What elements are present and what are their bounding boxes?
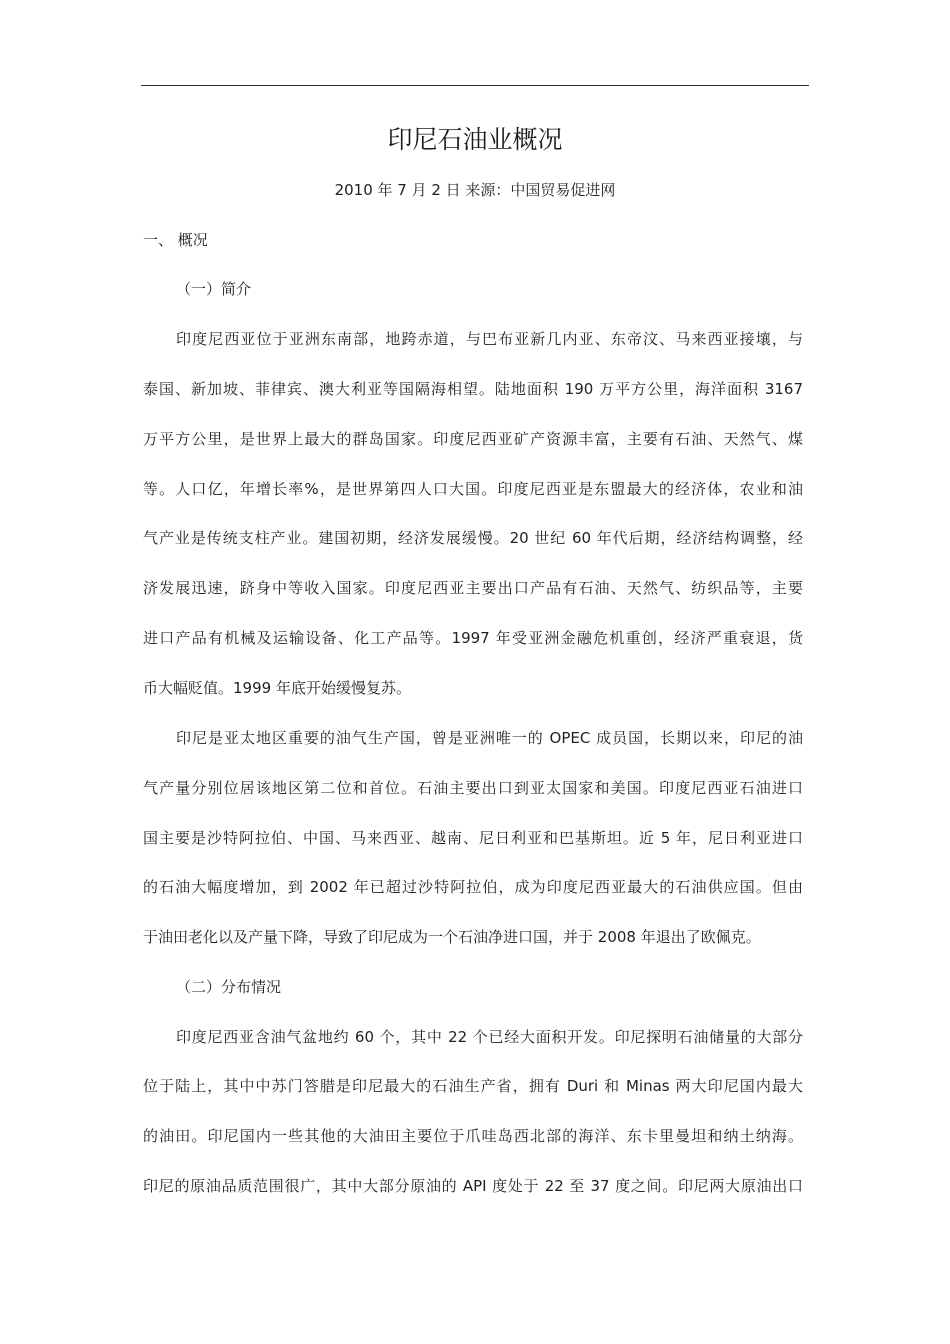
paragraph-line: 万平方公里，是世界上最大的群岛国家。印度尼西亚矿产资源丰富，主要有石油、天然气、煤 — [143, 430, 803, 448]
paragraph-line: 济发展迅速，跻身中等收入国家。印度尼西亚主要出口产品有石油、天然气、纺织品等，主要 — [143, 579, 803, 597]
document-meta: 2010 年 7 月 2 日 来源：中国贸易促进网 — [334, 181, 616, 199]
paragraph-line: 气产业是传统支柱产业。建国初期，经济发展缓慢。20 世纪 60 年代后期，经济结构调整，经 — [143, 529, 803, 547]
paragraph-line: 印尼是亚太地区重要的油气生产国，曾是亚洲唯一的 OPEC 成员国，长期以来，印尼的油 — [176, 729, 803, 747]
subsection-heading-intro: （一）简介 — [176, 280, 252, 298]
paragraph-line: 位于陆上，其中中苏门答腊是印尼最大的石油生产省，拥有 Duri 和 Minas 两大印尼国内最大 — [143, 1077, 803, 1095]
paragraph-line: 币大幅贬值。1999 年底开始缓慢复苏。 — [143, 679, 411, 697]
paragraph-line: 于油田老化以及产量下降，导致了印尼成为一个石油净进口国，并于 2008 年退出了欧佩克。 — [143, 928, 761, 946]
header-rule — [141, 85, 809, 86]
paragraph-line: 印度尼西亚位于亚洲东南部，地跨赤道，与巴布亚新几内亚、东帝汶、马来西亚接壤，与 — [176, 330, 803, 348]
paragraph-line: 气产量分别位居该地区第二位和首位。石油主要出口到亚太国家和美国。印度尼西亚石油进口 — [143, 779, 803, 797]
paragraph-line: 等。人口亿，年增长率%，是世界第四人口大国。印度尼西亚是东盟最大的经济体，农业和油 — [143, 480, 803, 498]
paragraph-line: 国主要是沙特阿拉伯、中国、马来西亚、越南、尼日利亚和巴基斯坦。近 5 年，尼日利亚进口 — [143, 829, 803, 847]
paragraph-line: 印尼的原油品质范围很广，其中大部分原油的 API 度处于 22 至 37 度之间。印尼两大原油出口 — [143, 1177, 803, 1195]
paragraph-line: 的油田。印尼国内一些其他的大油田主要位于爪哇岛西北部的海洋、东卡里曼坦和纳土纳海。 — [143, 1127, 803, 1145]
section-heading-overview: 一、 概况 — [143, 231, 208, 249]
paragraph-line: 的石油大幅度增加，到 2002 年已超过沙特阿拉伯，成为印度尼西亚最大的石油供应国。但由 — [143, 878, 803, 896]
paragraph-line: 进口产品有机械及运输设备、化工产品等。1997 年受亚洲金融危机重创，经济严重衰退，货 — [143, 629, 803, 647]
paragraph-line: 印度尼西亚含油气盆地约 60 个，其中 22 个已经大面积开发。印尼探明石油储量的大部分 — [176, 1028, 803, 1046]
paragraph-line: 泰国、新加坡、菲律宾、澳大利亚等国隔海相望。陆地面积 190 万平方公里，海洋面积 3167 — [143, 380, 803, 398]
document-title: 印尼石油业概况 — [387, 125, 563, 154]
subsection-heading-distribution: （二）分布情况 — [176, 978, 282, 996]
